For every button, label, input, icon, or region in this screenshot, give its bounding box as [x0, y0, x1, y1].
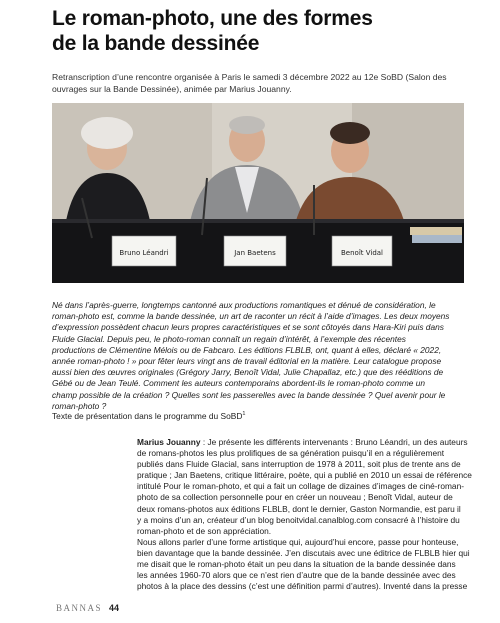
name-card-1	[112, 236, 176, 266]
lead-line: Gébé ou de Jean Teulé. Comment les auteurs contemporains abordent-ils le roman-photo comme un	[52, 378, 426, 389]
lead-line: roman-photo ?	[52, 400, 107, 411]
name-card-2	[224, 236, 286, 266]
body-line: publiés dans Fluide Glacial, sans interruption de 1978 à 2011, soit plus de trente ans de	[137, 459, 461, 470]
body-line: de romans-photos les plus prolifiques de sa génération puisqu’il en a régulièrement	[137, 448, 445, 459]
lead-line: productions de Clémentine Mélois ou de Fabcaro. Les éditions FLBLB, ont, quant à elles, déclaré « 2022,	[52, 344, 442, 355]
name-card-3-label: Benoît Vidal	[341, 249, 383, 257]
lead-line: Né dans l’après-guerre, longtemps cantonné aux productions romantiques et dénué de considération, le	[52, 300, 436, 310]
body-line: photos à la place des dessins (c’est une définition parmi d’autres). Inventé dans la presse	[137, 581, 468, 592]
body-line: Nous allons parler d’une forme artistique qui, aujourd’hui encore, passe pour honteuse,	[137, 536, 459, 547]
page-number: 44	[109, 603, 120, 613]
title-line-2: de la bande dessinée	[52, 32, 260, 55]
body-line: me disait que le roman-photo était un peu dans la situation de la bande dessinée dans	[137, 559, 456, 570]
body-line: roman-photo et de son appréciation.	[137, 525, 272, 536]
name-card-3	[332, 236, 392, 266]
name-card-1-label: Bruno Léandri	[119, 249, 169, 257]
body-line: deux romans-photos aux éditions FLBLB, dont le dernier, Gaston Normandie, est paru il	[137, 503, 461, 514]
program-note-text: Texte de présentation dans le programme du SoBD	[52, 410, 243, 421]
lead-line: champ possible de la création ? Quelles sont les passerelles avec la bande dessinée ? Quel avenir pour le	[52, 389, 446, 400]
lead-line: aussi bien des œuvres originales (Grégory Jarry, Benoît Vidal, Julie Chapallaz, etc.) que des rééditions de	[52, 367, 444, 378]
body-line: y a moins d’un an, créateur d’un blog benoitvidal.canalblog.com consacré à l’histoire du	[137, 514, 460, 525]
event-photo	[52, 103, 464, 283]
title-line-1: Le roman-photo, une des formes	[52, 7, 373, 30]
body-line: pratique ; Jan Baetens, critique littéraire, poète, qui a publié en 2010 un essai de référence	[137, 470, 472, 481]
magazine-logo: BANNAS	[56, 603, 103, 613]
interview-body	[137, 437, 472, 592]
body-line: bien davantage que la bande dessinée. J’en discutais avec une éditrice de FLBLB hier qui	[137, 547, 470, 558]
lead-line: Fluide Glacial. Depuis peu, le photo-roman connaît un regain d’intérêt, à l’exemple des récentes	[52, 333, 406, 344]
program-note	[52, 409, 464, 422]
body-line: les années 1960-70 alors que ce n’est rien d’autre que de la bande dessinée avec des	[137, 570, 456, 581]
article-title	[52, 6, 472, 56]
body-line: photo de sa collection personnelle pour en créer un nouveau ; Benoît Vidal, auteur de	[137, 492, 453, 503]
lead-line: roman-photo est, comme la bande dessinée, un art de raconter un récit à l’aide d’images. Les deux moyens	[52, 311, 450, 322]
footnote-marker: 1	[242, 411, 246, 417]
intro-paragraph: Retranscription d’une rencontre organisée à Paris le samedi 3 décembre 2022 au 12e SoBD (Salon des ouvrages sur la Bande Dessinée), animée par Marius Jouanny.	[52, 72, 447, 94]
speaker-name: Marius Jouanny	[137, 437, 201, 447]
body-line: intitulé Pour le roman-photo, et qui a fait un collage de dizaines d’images de ciné-roman-	[137, 481, 464, 492]
lead-line: d’expression possèdent chacun leurs propres caractéristiques et se sont côtoyés dans Hara-Kiri puis dans	[52, 322, 444, 333]
lead-paragraph	[52, 300, 464, 412]
lead-line: année roman-photo ! » pour fêter leurs vingt ans de travail éditorial en la matière. Leur catalogue propose	[52, 356, 442, 367]
name-card-2-label: Jan Baetens	[234, 249, 276, 257]
body-line: Marius Jouanny : Je présente les différents intervenants : Bruno Léandri, un des auteurs	[137, 437, 468, 447]
